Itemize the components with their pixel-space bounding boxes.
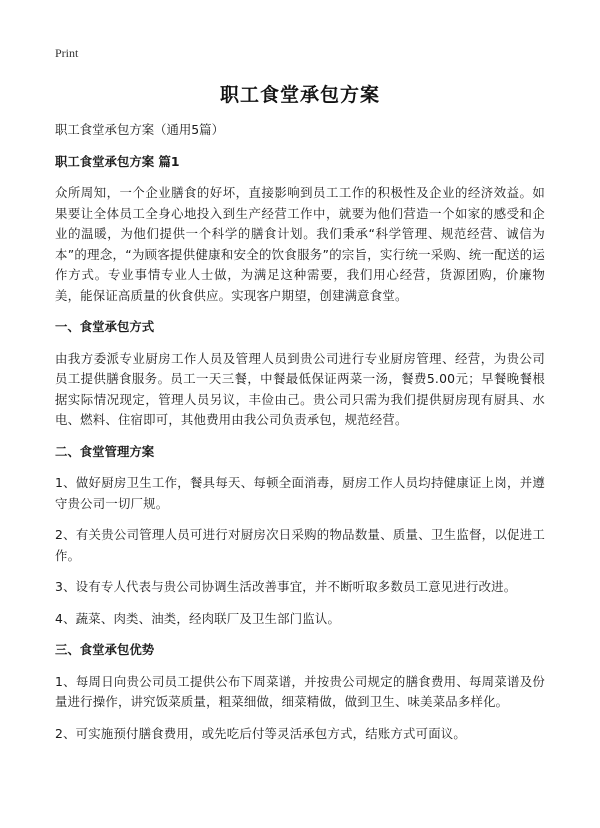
section-heading-contract-method: 一、食堂承包方式 <box>55 319 155 334</box>
section-heading-advantages: 三、食堂承包优势 <box>55 642 155 657</box>
document-subtitle: 职工食堂承包方案（通用5篇） <box>55 122 224 137</box>
section-paragraph: 2、有关贵公司管理人员可进行对厨房次日采购的物品数量、质量、卫生监督，以促进工作。 <box>55 527 545 563</box>
section-paragraph: 1、每周日向贵公司员工提供公布下周菜谱，并按贵公司规定的膳食费用、每周菜谱及份量进行操作，讲究饭菜质量，粗菜细做，细菜精做，做到卫生、味美菜品多样化。 <box>55 673 545 709</box>
article-heading: 职工食堂承包方案 篇1 <box>55 153 180 169</box>
document-body <box>55 120 545 755</box>
print-label: Print <box>55 46 79 60</box>
document-title: 职工食堂承包方案 <box>219 84 380 106</box>
section-heading-management-plan: 二、食堂管理方案 <box>55 443 155 459</box>
section-paragraph: 由我方委派专业厨房工作人员及管理人员到贵公司进行专业厨房管理、经营，为贵公司员工提供膳食服务。员工一天三餐，中餐最低保证两菜一汤，餐费5.00元；早餐晚餐根据实际情况现定，管理人员另议，丰俭由己。贵公司只需为我们提供厨房现有厨具、水电、燃料、住宿即可，其他费用由我公司负责承包，规范经营。 <box>55 350 545 427</box>
section-paragraph: 3、设有专人代表与贵公司协调生活改善事宜，并不断听取多数员工意见进行改进。 <box>55 579 517 594</box>
section-paragraph: 1、做好厨房卫生工作，餐具每天、每顿全面消毒，厨房工作人员均持健康证上岗，并遵守贵公司一切厂规。 <box>55 475 545 511</box>
section-paragraph: 2、可实施预付膳食费用，或先吃后付等灵活承包方式，结账方式可面议。 <box>55 725 466 741</box>
intro-paragraph: 众所周知，一个企业膳食的好坏，直接影响到员工工作的积极性及企业的经济效益。如果要让全体员工全身心地投入到生产经营工作中，就要为他们营造一个如家的感受和企业的温暖，为他们提供一个科学的膳食计划。我们秉承“科学管理、规范经营、诚信为本”的理念，“为顾客提供健康和安全的饮食服务”的宗旨，实行统一采购、统一配送的运作方式。专业事情专业人士做，为满足这种需要，我们用心经营，货源团购，价廉物美，能保证高质量的伙食供应。实现客户期望，创建满意食堂。 <box>55 185 545 303</box>
section-paragraph: 4、蔬菜、肉类、油类，经肉联厂及卫生部门监认。 <box>55 610 341 626</box>
